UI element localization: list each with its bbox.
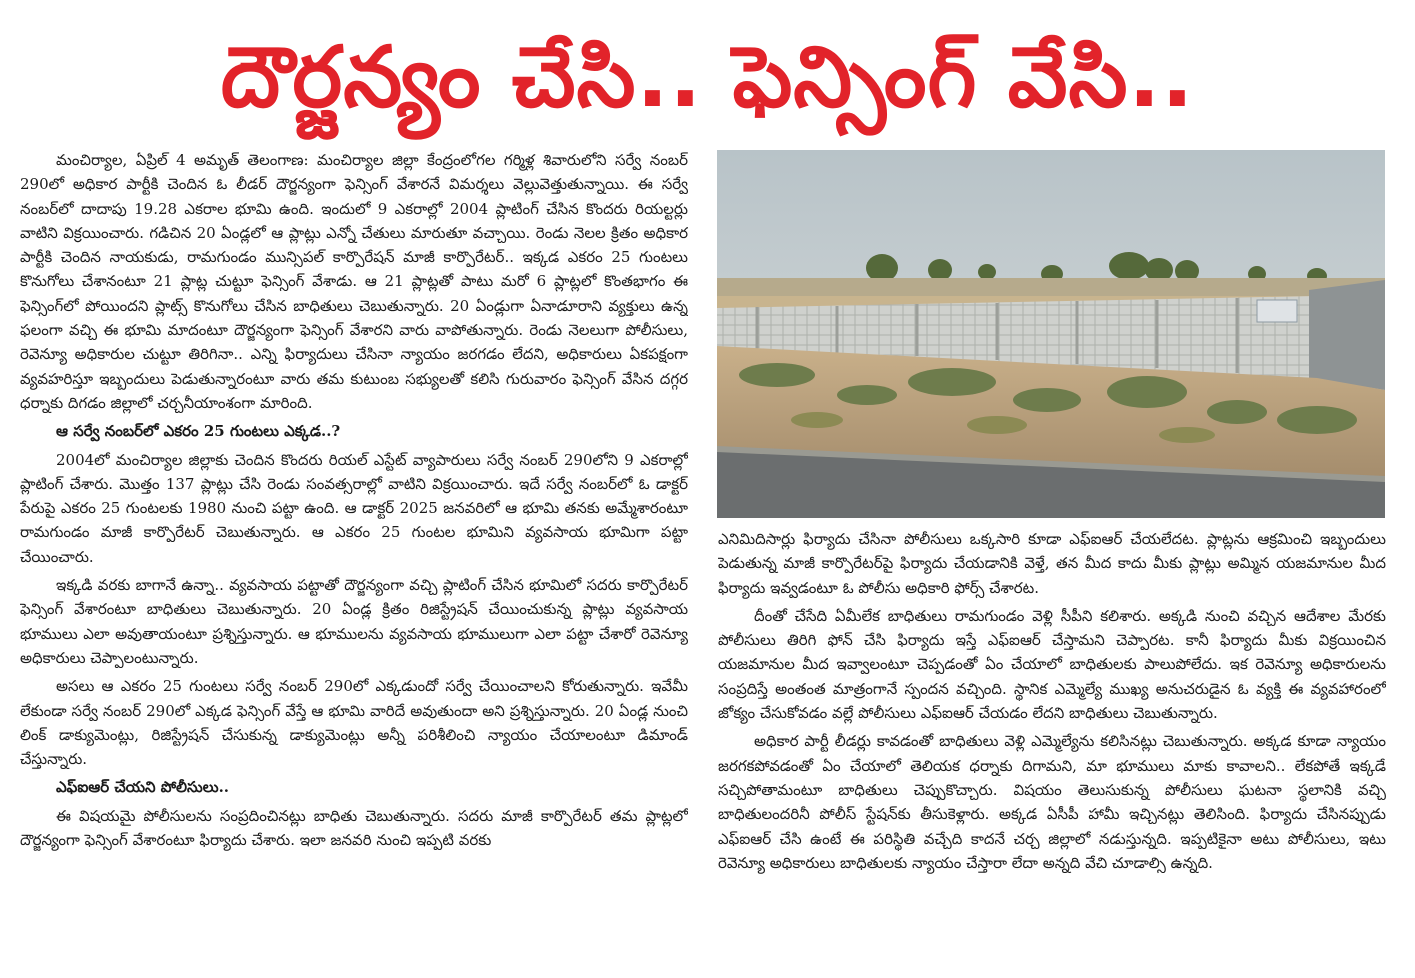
- headline: దౌర్జన్యం చేసి.. ఫెన్సింగ్ వేసి..: [220, 28, 1195, 126]
- article-paragraph: అధికార పార్టీ లీడర్లు కావడంతో బాధితులు వెళ్లి ఎమ్మెల్యేను కలిసినట్లు చెబుతున్నారు. అక్కడ కూడా న్యాయం జరగకపోవడంతో ఏం చేయాలో తెలియక ధర్నాకు దిగామని, మా భూములు మాకు కావాలని.. లేకపోతే ఇక్కడే సచ్చిపోతామంటూ బాధితులు చెప్పుకొచ్చారు. విషయం తెలుసుకున్న పోలీసులు ఘటనా స్థలానికి వచ్చి బాధితులందరినీ పోలీస్ స్టేషన్‌కు తీసుకెళ్లారు. అక్కడ ఏసీపీ హామీ ఇచ్చినట్లు తెలిసింది. ఫిర్యాదు చేసినప్పుడు ఎఫ్ఐఆర్ చేసి ఉంటే ఈ పరిస్థితి వచ్చేది కాదనే చర్చ జిల్లాలో నడుస్తున్నది. ఇప్పటికైనా అటు పోలీసులు, ఇటు రెవెన్యూ అధికారులు బాధితులకు న్యాయం చేస్తారా లేదా అన్నది వేచి చూడాల్సి ఉన్నది.: [718, 732, 1386, 872]
- article-paragraph: అసలు ఆ ఎకరం 25 గుంటలు సర్వే నంబర్ 290లో ఎక్కడుందో సర్వే చేయించాలని కోరుతున్నారు. ఇవేమీ లేకుండా సర్వే నంబర్ 290లో ఎక్కడ ఫెన్సింగ్ వేస్తే ఆ భూమి వారిదే అవుతుందా అని ప్రశ్నిస్తున్నారు. 20 ఏండ్ల నుంచి లింక్ డాక్యుమెంట్లు, రిజిస్ట్రేషన్ చేసుకున్న డాక్యుమెంట్లు అన్నీ పరిశీలించి న్యాయం చేయాలంటూ డిమాండ్ చేస్తున్నారు.: [20, 677, 688, 769]
- article-paragraph: దీంతో చేసేది ఏమీలేక బాధితులు రామగుండం వెళ్లి సీపీని కలిశారు. అక్కడి నుంచి వచ్చిన ఆదేశాల మేరకు పోలీసులు తిరిగి ఫోన్ చేసి ఫిర్యాదు ఇస్తే ఎఫ్ఐఆర్ చేస్తామని చెప్పారట. కానీ ఫిర్యాదు మీకు విక్రయించిన యజమానుల మీద ఇవ్వాలంటూ చెప్పడంతో ఏం చేయాలో బాధితులకు పాలుపోలేదు. ఇక రెవెన్యూ అధికారులను సంప్రదిస్తే అంతంత మాత్రంగానే స్పందన వచ్చింది. స్థానిక ఎమ్మెల్యే ముఖ్య అనుచరుడైన ఓ వ్యక్తి ఈ వ్యవహారంలో జోక్యం చేసుకోవడం వల్లే పోలీసులు ఎఫ్ఐఆర్ చేయడం లేదని బాధితులు చెబుతున్నారు.: [718, 606, 1386, 723]
- article-paragraph: 2004లో మంచిర్యాల జిల్లాకు చెందిన కొందరు రియల్ ఎస్టేట్ వ్యాపారులు సర్వే నంబర్ 290లోని 9 ఎకరాల్లో ప్లాటింగ్ చేశారు. మొత్తం 137 ప్లాట్లు చేసి రెండు సంవత్సరాల్లో వాటిని విక్రయించారు. ఇదే సర్వే నంబర్‌లో ఓ డాక్టర్ పేరుపై ఎకరం 25 గుంటలకు 1980 నుంచి పట్టా ఉంది. ఆ డాక్టర్ 2025 జనవరిలో ఆ భూమి తనకు అమ్మేశారంటూ రామగుండం మాజీ కార్పొరేటర్ చెబుతున్నారు. ఆ ఎకరం 25 గుంటల భూమిని వ్యవసాయ భూమిగా పట్టా చేయించారు.: [20, 450, 688, 566]
- article-left-column: [20, 148, 688, 974]
- article-paragraph: ఇక్కడి వరకు బాగానే ఉన్నా.. వ్యవసాయ పట్టాతో దౌర్జన్యంగా వచ్చి ప్లాటింగ్ చేసిన భూమిలో సదరు కార్పొరేటర్ ఫెన్సింగ్ వేశారంటూ బాధితులు చెబుతున్నారు. 20 ఏండ్ల క్రితం రిజిస్ట్రేషన్ చేయించుకున్న ప్లాట్లు వ్యవసాయ భూములు ఎలా అవుతాయంటూ ప్రశ్నిస్తున్నారు. ఆ భూములను వ్యవసాయ భూములుగా ఎలా పట్టా చేశారో రెవెన్యూ అధికారులు చెప్పాలంటున్నారు.: [20, 576, 688, 667]
- fenced-land-photo-graphic: [717, 150, 1385, 518]
- headline-container: [0, 22, 1415, 132]
- article-paragraph: ఈ విషయమై పోలీసులను సంప్రదించినట్లు బాధితు చెబుతున్నారు. సదరు మాజీ కార్పొరేటర్ తమ ప్లాట్లలో దౌర్జన్యంగా ఫెన్సింగ్ వేశారంటూ ఫిర్యాదు చేశారు. ఇలా జనవరి నుంచి ఇప్పటి వరకు: [20, 806, 688, 850]
- article-paragraph: ఎనిమిదిసార్లు ఫిర్యాదు చేసినా పోలీసులు ఒక్కసారి కూడా ఎఫ్ఐఆర్ చేయలేదట. ప్లాట్లను ఆక్రమించి ఇబ్బందులు పెడుతున్న మాజీ కార్పొరేటర్‌పై ఫిర్యాదు చేయడానికి వెళ్తే, తన మీద కాదు మీకు ప్లాట్లు అమ్మిన యజమానుల మీద ఫిర్యాదు ఇవ్వడంటూ ఓ పోలీసు అధికారి ఫోర్స్ చేశారట.: [718, 530, 1386, 597]
- article-subheading: ఆ సర్వే నంబర్‌లో ఎకరం 25 గుంటలు ఎక్కడ..?: [56, 422, 341, 441]
- article-paragraph: మంచిర్యాల, ఏప్రిల్ 4 అమృత్ తెలంగాణ: మంచిర్యాల జిల్లా కేంద్రంలోగల గర్మిళ్ల శివారులోని సర్వే నంబర్ 290లో అధికార పార్టీకి చెందిన ఓ లీడర్ దౌర్జన్యంగా ఫెన్సింగ్ వేశారనే విమర్శలు వెల్లువెత్తుతున్నాయి. ఈ సర్వే నంబర్‌లో దాదాపు 19.28 ఎకరాల భూమి ఉంది. ఇందులో 9 ఎకరాల్లో 2004 ప్లాటింగ్ చేసిన కొందరు రియల్టర్లు వాటిని విక్రయించారు. గడిచిన 20 ఏండ్లలో ఆ ప్లాట్లు ఎన్నో చేతులు మారుతూ వచ్చాయి. రెండు నెలల క్రితం అధికార పార్టీకి చెందిన నాయకుడు, రామగుండం మున్సిపల్ కార్పొరేషన్ మాజీ కార్పొరేటర్.. ఇక్కడ ఎకరం 25 గుంటలు కొనుగోలు చేశానంటూ 21 ప్లాట్ల చుట్టూ ఫెన్సింగ్ వేశాడు. ఆ 21 ప్లాట్లతో పాటు మరో 6 ప్లాట్లలో కొంతభాగం ఈ ఫెన్సింగ్‌లో పోయిందని ప్లాట్స్ కొనుగోలు చేసిన బాధితులు చెబుతున్నారు. 20 ఏండ్లుగా ఏనాడూరాని వ్యక్తులు ఉన్న ఫలంగా వచ్చి ఈ భూమి మాదంటూ దౌర్జన్యంగా ఫెన్సింగ్ వేశారని వారు వాపోతున్నారు. రెండు నెలలుగా పోలీసులు, రెవెన్యూ అధికారుల చుట్టూ తిరిగినా.. ఎన్ని ఫిర్యాదులు చేసినా న్యాయం జరగడం లేదని, అధికారులు ఏకపక్షంగా వ్యవహరిస్తూ ఇబ్బందులు పెడుతున్నారంటూ వారు తమ కుటుంబ సభ్యులతో కలిసి గురువారం ఫెన్సింగ్ వేసిన దగ్గర ధర్నాకు దిగడం జిల్లాలో చర్చనీయాంశంగా మారింది.: [20, 151, 688, 412]
- fenced-land-photo: [717, 150, 1385, 518]
- article-subheading: ఎఫ్ఐఆర్ చేయని పోలీసులు..: [56, 778, 230, 797]
- article-right-column: [718, 527, 1386, 967]
